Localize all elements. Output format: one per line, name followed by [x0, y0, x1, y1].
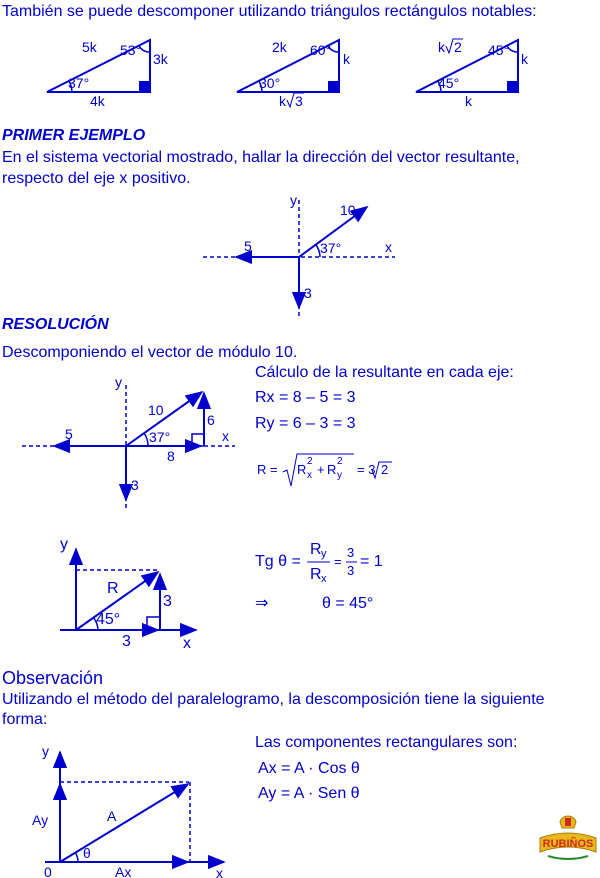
tri2-base-prefix: k	[279, 93, 286, 109]
example-title: PRIMER EJEMPLO	[2, 127, 146, 144]
res-v3-label: 3	[131, 477, 139, 493]
r-formula-rx: R	[297, 462, 307, 477]
res-v6-label: 6	[207, 412, 215, 428]
theta-result: θ = 45°	[322, 595, 374, 612]
res-y-label: y	[115, 374, 122, 390]
tri3-vert: k	[521, 51, 528, 67]
tg-den2: 3	[347, 563, 355, 578]
components-title: Las componentes rectangulares son:	[255, 734, 518, 751]
tri3-base: k	[465, 93, 472, 109]
observation-line2: forma:	[2, 711, 48, 728]
r-formula-radical-value: 2	[381, 462, 389, 477]
tri3-bottom-angle: 45°	[438, 75, 460, 91]
res-v8-label: 8	[167, 448, 175, 464]
obs-a-label: A	[107, 808, 117, 824]
ex-v3-label: 3	[304, 285, 312, 301]
example-line1: En el sistema vectorial mostrado, hallar la dirección del vector resultante,	[2, 149, 520, 166]
r-formula-rx-sub: x	[307, 470, 312, 481]
r-formula-plus: +	[317, 462, 325, 477]
tri1-vert: 3k	[153, 51, 168, 67]
res-angle-label: 37°	[149, 429, 171, 445]
res2-x-label: x	[183, 635, 191, 652]
ax-formula: Ax = A · Cos θ	[258, 760, 360, 777]
r-formula-ry: R	[327, 462, 337, 477]
tg-prefix: Tg θ =	[255, 553, 301, 570]
resolution-title: RESOLUCIÓN	[2, 316, 109, 333]
rubinos-logo-text: RUBIÑOS	[542, 838, 594, 850]
rx-equation: Rx = 8 – 5 = 3	[255, 389, 356, 406]
observation-line1: Utilizando el método del paralelogramo, la descomposición tiene la siguiente	[2, 691, 545, 708]
ry-equation: Ry = 6 – 3 = 3	[255, 415, 356, 432]
obs-origin-label: 0	[44, 864, 52, 878]
tg-den: R	[310, 566, 322, 583]
tri3-top-angle: 45°	[488, 42, 510, 58]
tri1-top-angle: 53°	[120, 42, 142, 58]
res-v10-label: 10	[148, 402, 164, 418]
res2-y-label: y	[60, 536, 68, 553]
tri1-hyp: 5k	[82, 39, 97, 55]
tri1-bottom-angle: 37°	[68, 75, 90, 91]
tri2-bottom-angle: 30°	[259, 75, 281, 91]
tri2-base-radical: 3	[295, 93, 303, 109]
res2-v3-horiz: 3	[122, 633, 131, 650]
obs-x-label: x	[216, 865, 223, 878]
r-formula-rx-sup: 2	[307, 456, 313, 467]
res2-r-label: R	[107, 580, 119, 597]
res-v5-label: 5	[65, 426, 73, 442]
obs-ax-label: Ax	[115, 864, 132, 878]
tg-eq1: =	[334, 554, 342, 569]
ex-angle-label: 37°	[320, 240, 342, 256]
r-formula-eq: = 3	[357, 462, 376, 477]
tri2-hyp: 2k	[272, 39, 287, 55]
decomposition-text: Descomponiendo el vector de módulo 10.	[2, 344, 298, 361]
tri3-hyp-prefix: k	[438, 39, 445, 55]
tg-num-sub: y	[321, 548, 327, 560]
ex-y-label: y	[290, 192, 297, 208]
obs-y-label: y	[42, 743, 49, 759]
obs-ay-label: Ay	[32, 812, 49, 828]
tg-num2: 3	[347, 545, 355, 560]
tri2-top-angle: 60°	[310, 42, 332, 58]
res-x-label: x	[222, 428, 229, 444]
obs-theta-label: θ	[83, 845, 91, 861]
intro-text: También se puede descomponer utilizando triángulos rectángulos notables:	[2, 3, 537, 20]
ex-v10-label: 10	[340, 202, 356, 218]
ex-x-label: x	[385, 239, 392, 255]
tg-den-sub: x	[321, 573, 327, 585]
r-formula-lhs: R =	[257, 462, 278, 477]
ay-formula: Ay = A · Sen θ	[258, 785, 360, 802]
tg-num: R	[310, 541, 322, 558]
calc-title: Cálculo de la resultante en cada eje:	[255, 364, 514, 381]
rubinos-logo	[538, 812, 598, 864]
tg-result: = 1	[360, 553, 383, 570]
tri2-vert: k	[343, 51, 350, 67]
rubinos-logo-graphic	[538, 812, 598, 864]
r-formula-ry-sub: y	[337, 470, 342, 481]
implies-symbol: ⇒	[255, 595, 269, 612]
tri3-hyp-radical: 2	[454, 39, 462, 55]
res2-angle-label: 45°	[96, 611, 121, 628]
tri1-base: 4k	[90, 93, 105, 109]
r-formula-ry-sup: 2	[337, 456, 343, 467]
res2-v3-vert: 3	[163, 593, 172, 610]
ex-v5-label: 5	[244, 238, 252, 254]
observation-title: Observación	[2, 668, 104, 688]
example-line2: respecto del eje x positivo.	[2, 170, 191, 187]
